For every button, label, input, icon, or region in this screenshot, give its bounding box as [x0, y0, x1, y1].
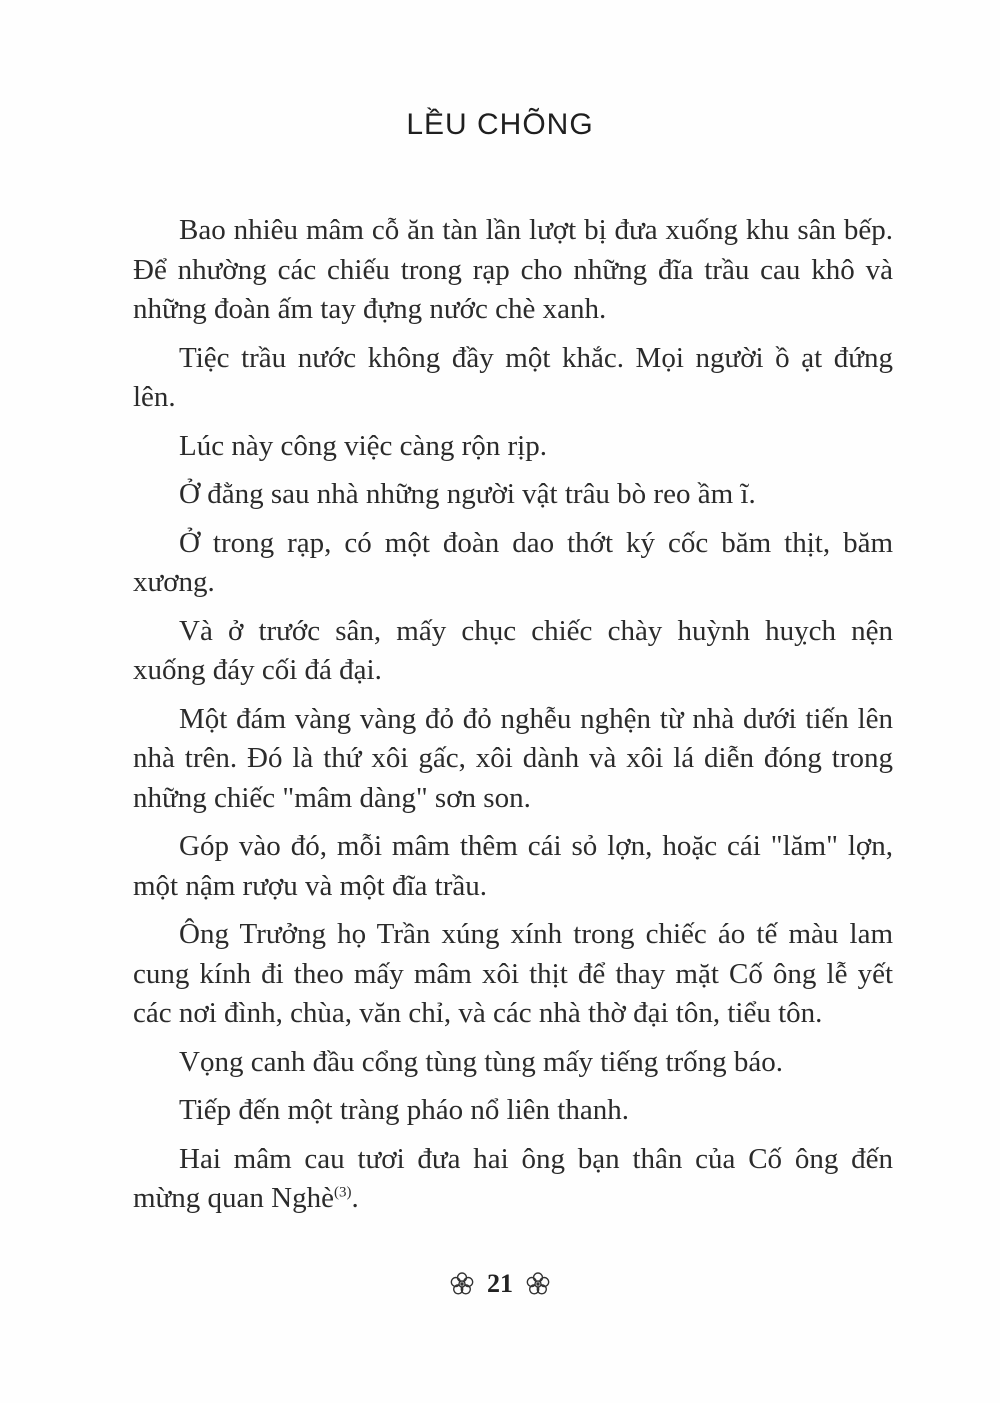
paragraph-5: Ở trong rạp, có một đoàn dao thớt ký cốc băm thịt, băm xương. [133, 526, 893, 598]
paragraph-1: Bao nhiêu mâm cỗ ăn tàn lần lượt bị đưa xuống khu sân bếp. Để nhường các chiếu trong rạp cho những đĩa trầu cau khô và những đoàn ấm tay đựng nước chè xanh. [133, 214, 893, 325]
paragraph-12 [133, 1140, 893, 1219]
paragraph-6: Và ở trước sân, mấy chục chiếc chày huỳnh huỵch nện xuống đáy cối đá đại. [133, 614, 893, 686]
chapter-title: LỀU CHÕNG [406, 108, 594, 141]
paragraph-10: Vọng canh đầu cổng tùng tùng mấy tiếng trống báo. [179, 1045, 784, 1078]
paragraph-11: Tiếp đến một tràng pháo nổ liên thanh. [179, 1094, 629, 1126]
flower-ornament-icon [525, 1271, 551, 1297]
chapter-body [133, 211, 893, 1228]
page-footer [0, 1267, 1000, 1299]
paragraph-2: Tiệc trầu nước không đầy một khắc. Mọi người ồ ạt đứng lên. [133, 341, 893, 413]
paragraph-4: Ở đằng sau nhà những người vật trâu bò reo ầm ĩ. [179, 478, 756, 510]
footnote-marker: (3) [333, 1184, 352, 1201]
paragraph-12-text: Hai mâm cau tươi đưa hai ông bạn thân của Cố ông đến mừng quan Nghè [133, 1142, 893, 1214]
paragraph-7: Một đám vàng vàng đỏ đỏ nghễu nghện từ nhà dưới tiến lên nhà trên. Đó là thứ xôi gấc, xôi dành và xôi lá diễn đóng trong những chiếc "mâm dàng" sơn son. [133, 702, 893, 814]
paragraph-9: Ông Trưởng họ Trần xúng xính trong chiếc áo tế màu lam cung kính đi theo mấy mâm xôi thịt để thay mặt Cố ông lễ yết các nơi đình, chùa, văn chỉ, và các nhà thờ đại tôn, tiểu tôn. [133, 918, 893, 1029]
paragraph-12-tail: . [351, 1182, 359, 1214]
paragraph-8: Góp vào đó, mỗi mâm thêm cái sỏ lợn, hoặc cái "lăm" lợn, một nậm rượu và một đĩa trầu. [133, 830, 893, 902]
paragraph-3: Lúc này công việc càng rộn rịp. [179, 429, 547, 462]
page-number: 21 [487, 1269, 513, 1299]
flower-ornament-icon [449, 1271, 475, 1297]
